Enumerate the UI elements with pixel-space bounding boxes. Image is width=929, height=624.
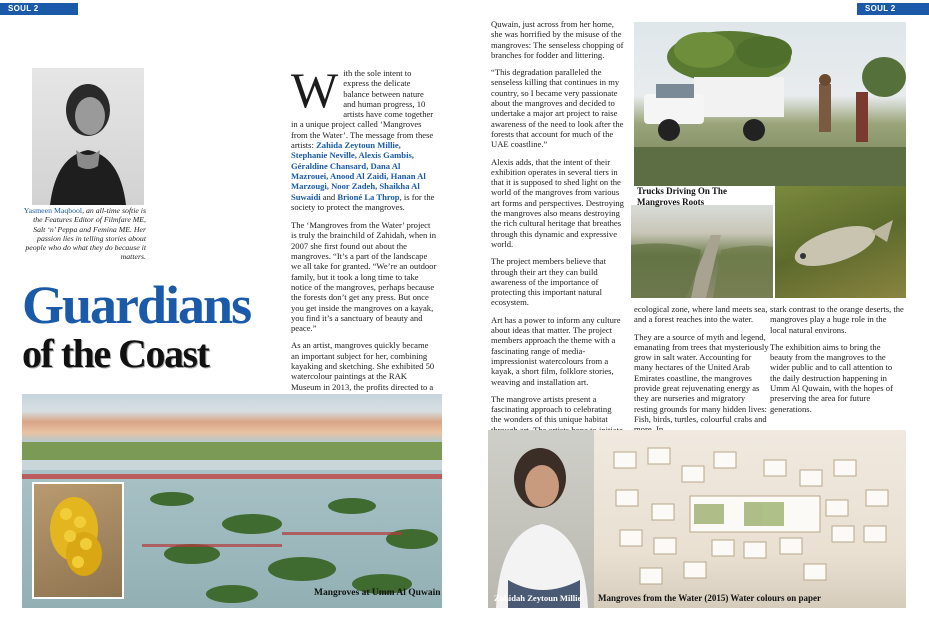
- title-line-2: of the Coast: [22, 331, 209, 376]
- author-bio: [22, 206, 146, 262]
- fish-icon: [775, 186, 906, 298]
- section-tag-right: SOUL 2: [857, 3, 929, 15]
- artist-list: Zahida Zeytoun Millie, Stephanie Neville, Alexis Gambis, Géraldine Chansard, Dana Al Mazrouei, Anood Al Zaidi, Hanan Al Marzougi, Noor Zadeh, Shaikha Al Suwaidi: [291, 140, 426, 202]
- paragraph: The project members believe that through their art they can build awareness of the importance of protecting this important natural ecosystem.: [491, 256, 607, 308]
- truck-photo: [634, 22, 906, 186]
- paragraph: “This degradation paralleled the senseless killing that continues in my country, so I became very passionate about the mangroves and decided to undertake a major art project to raise awareness of the need to look after the forests that account for much of the UAE coastline.”: [491, 67, 624, 150]
- article-column-4: [770, 304, 904, 421]
- author-portrait: [32, 68, 144, 205]
- paragraph: As an artist, mangroves quickly became an important subject for her, combining kayaking and sketching. She exhibited 50 watercolour paintings at the RAK Museum in 2013, the profits directed to a: [291, 340, 435, 392]
- roots-icon: [631, 205, 773, 298]
- zahidah-caption: Zahidah Zeytoun Millie: [494, 593, 582, 603]
- flower-inset-photo: [32, 482, 124, 599]
- paragraph: Quwain, just across from her home, she was horrified by the misuse of the mangroves: The senseless chopping of branches for fodder and littering.: [491, 19, 624, 60]
- zahidah-photo: [488, 430, 594, 608]
- paragraph: Alexis adds, that the intent of their exhibition operates in several tiers in that it is supposed to shed light on the world of the mangroves from various art forms and perspectives. Destroying the mangroves also means destroying the rich cultural heritage that breathes through this dynamic and expressive world.: [491, 156, 624, 249]
- yellow-flower-icon: [34, 484, 122, 597]
- drop-cap: W: [291, 62, 339, 118]
- paragraph: stark contrast to the orange deserts, the mangroves play a huge role in the local natural environs.: [770, 304, 904, 335]
- truck-icon: [634, 22, 906, 186]
- article-column-2: [491, 19, 624, 490]
- section-tag-left: SOUL 2: [0, 3, 78, 15]
- title-line-1: Guardians: [22, 275, 251, 335]
- mangroves-photo: [22, 394, 442, 608]
- roads-photo: [631, 205, 773, 298]
- article-column-3: [634, 304, 770, 442]
- paragraph: They are a source of myth and legend, emanating from trees that mysteriously grow in salt water. Accounting for many hectares of the United Arab Emirates coastline, the mangroves provide great rejuvenating energy as they are nurseries and migratory resting grounds for many hidden lives: Fish, birds, turtles, colourful crabs and: [634, 331, 769, 424]
- fish-photo: [775, 186, 906, 298]
- paragraph: Art has a power to inform any culture about ideas that matter. The project members approach the theme with a fascinating range of media- impressionist watercolours from a kayak, a short film, folklore stories, weaving and installation art.: [491, 314, 621, 387]
- paragraph: The exhibition aims to bring the beauty from the mangroves to the wider public and to call attention to the daily destruction happening in Umm Al Quwain, with the hopes of preserving the area for future generations.: [770, 341, 893, 414]
- exhibition-photo: [594, 430, 906, 608]
- article-column-1: [291, 62, 437, 420]
- exhibition-caption: Mangroves from the Water (2015) Water colours on paper: [598, 593, 821, 603]
- author-bio-text: , an all-time softie is the Features Editor of Filmfare ME, Salt ‘n’ Peppa and Femina ME. Her passion lies in telling stories about people who do what they do because it matters.: [25, 206, 146, 262]
- intro-text: ith the sole intent to express the delicate balance between nature and human progress, 10 artists have come together in a unique project called ‘Mangroves from the Water’. The message from these artists:: [291, 68, 434, 151]
- mangroves-caption: Mangroves at Umm Al Quwain: [314, 588, 441, 598]
- paintings-wall-icon: [594, 430, 906, 608]
- article-title: [22, 275, 284, 376]
- paragraph: The mangrove artists present a fascinating approach to celebrating the wonders of this unique habitat: [491, 393, 612, 425]
- author-silhouette-icon: [32, 68, 144, 205]
- paragraph: ecological zone, where land meets sea, and a forest reaches into the water.: [634, 304, 768, 325]
- intro-text-end: , is for the society to protect the mangroves.: [291, 191, 435, 212]
- paragraph: The ‘Mangroves from the Water’ project is truly the brainchild of Zahidah, when in 2007 she first found out about the mangroves. “It’s a part of the landscape we all take for granted. “We’re an outdoor family, but it took a long time to take notice of the mangroves, perhaps because the forests don’t get any press. But once you get inside the mangroves on a kayak, you find it’s a sanctuary of beauty and peace.”: [291, 220, 437, 334]
- artist-silhouette-icon: [488, 430, 594, 608]
- trucks-caption: Trucks Driving On The Mangroves Roots: [637, 186, 727, 207]
- author-name: Yasmeen Maqbool: [23, 206, 83, 215]
- artist-last: Brioné La Throp: [337, 191, 400, 202]
- and-text: and: [320, 191, 338, 202]
